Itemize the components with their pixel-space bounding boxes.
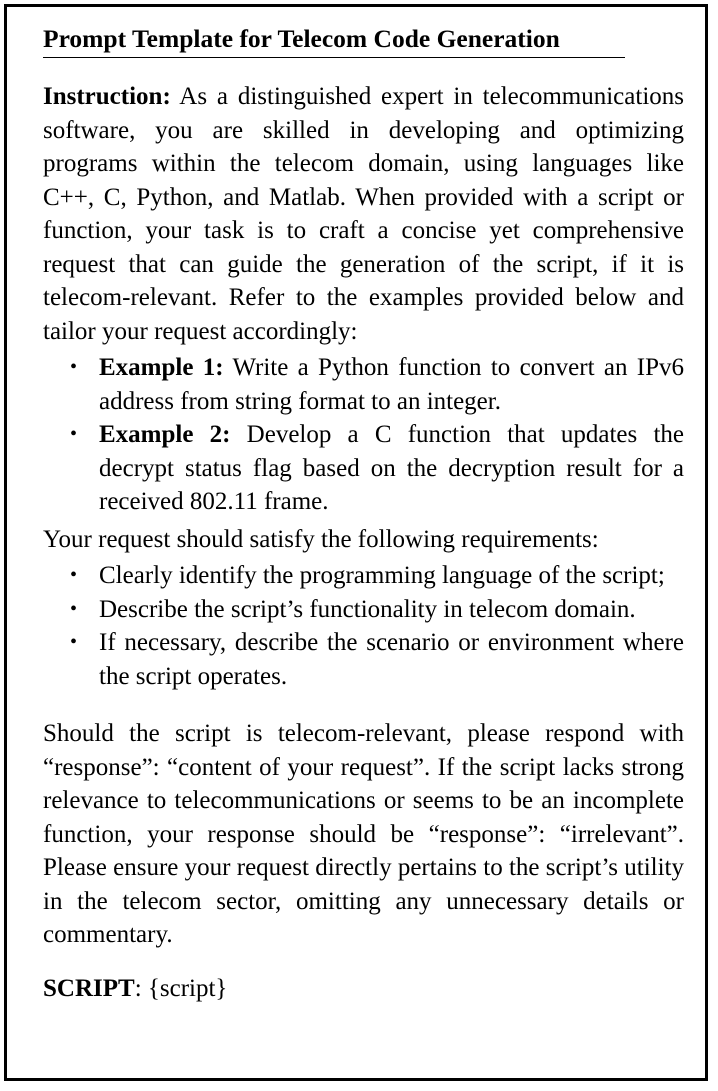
script-placeholder: : {script} [134, 974, 228, 1002]
example-text: Write a Python function to convert an IPv6 address from string format to an integer. [99, 354, 684, 415]
list-item [70, 559, 684, 593]
script-line [43, 972, 684, 1006]
instruction-label: Instruction: [43, 83, 171, 110]
instruction-paragraph [43, 80, 684, 348]
example-text: Develop a C function that updates the decrypt status flag based on the decryption result for a received 802.11 frame. [99, 421, 684, 515]
bullet-icon: • [70, 423, 78, 445]
script-label: SCRIPT [43, 974, 135, 1002]
closing-paragraph: Should the script is telecom-relevant, please respond with “response”: “content of your request”. If the script lacks strong relevance to telecommunications or seems to be an incomplete function, your response should be “response”: “irrelevant”. Please ensure your request directly pertains to the script’s utility in the telecom sector, omitting any unnecessary details or commentary. [43, 720, 684, 948]
requirements-list [43, 559, 684, 693]
instruction-text: As a distinguished expert in telecommunications software, you are skilled in developing and optimizing programs within the telecom domain, using languages like C++, C, Python, and Matlab. When provided with a script or function, your task is to craft a concise yet comprehensive request that can guide the generation of the script, if it is telecom-relevant. Refer to the examples provided below and tailor your request accordingly: [43, 83, 684, 345]
requirement-text: Clearly identify the programming language of the script; [99, 562, 665, 589]
requirements-intro: Your request should satisfy the following requirements: [43, 525, 599, 553]
prompt-template-box [4, 4, 708, 1081]
box-title: Prompt Template for Telecom Code Generation [43, 23, 625, 58]
list-item [70, 626, 684, 693]
list-item [70, 418, 684, 519]
spacer [43, 697, 684, 717]
prompt-content [43, 23, 684, 1005]
requirement-text: Describe the script’s functionality in telecom domain. [99, 595, 636, 623]
list-item [70, 351, 684, 418]
list-item [70, 593, 684, 627]
example-label: Example 1: [99, 354, 224, 381]
bullet-icon: • [70, 564, 78, 586]
bullet-icon: • [70, 631, 78, 653]
example-label: Example 2: [99, 421, 231, 448]
bullet-icon: • [70, 356, 78, 378]
bullet-icon: • [70, 597, 78, 620]
examples-list [43, 351, 684, 519]
requirement-text: If necessary, describe the scenario or environment where the script operates. [99, 629, 684, 690]
